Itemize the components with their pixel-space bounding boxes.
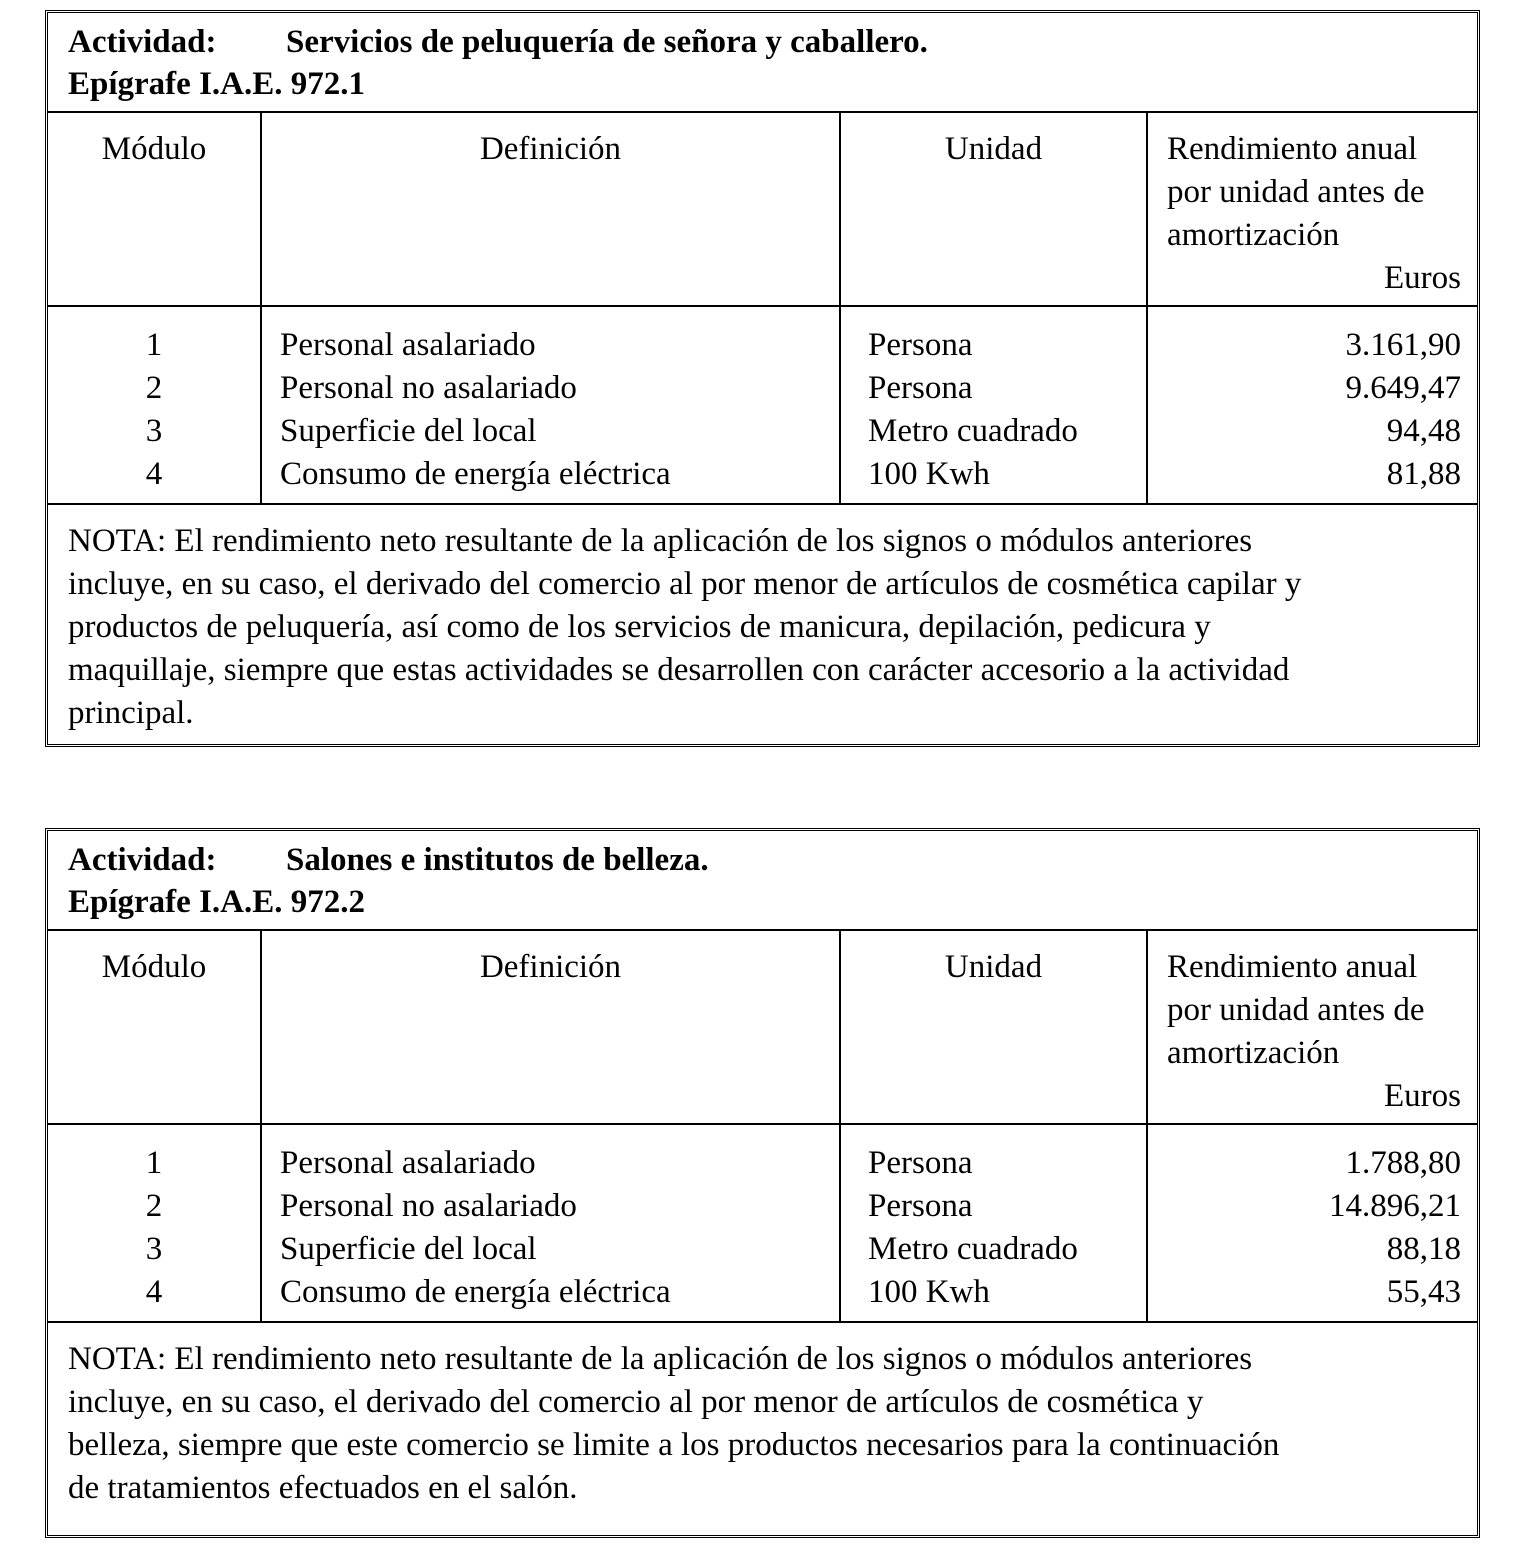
col-header-unidad: Unidad	[839, 931, 1146, 1125]
nota: NOTA: El rendimiento neto resultante de la aplicación de los signos o módulos anteriores incluye, en su caso, el derivado del comercio al por menor de artículos de cosmética y belleza, siempre que este comercio se limite a los productos necesarios para la continuación de tratamientos efectuados en el salón.	[68, 1341, 1280, 1506]
table-cell: Metro cuadrado	[868, 413, 1078, 449]
table-cell: Persona	[868, 370, 973, 406]
table-cell: 3.161,90	[1345, 327, 1461, 363]
modulo-column	[48, 307, 260, 503]
nota: NOTA: El rendimiento neto resultante de la aplicación de los signos o módulos anteriores incluye, en su caso, el derivado del comercio al por menor de artículos de cosmética capilar y productos de peluquería, así como de los servicios de manicura, depilación, pedicura y maquillaje, siempre que estas actividades se desarrollen con carácter accesorio a la actividad principal.	[68, 523, 1302, 731]
table-cell: 4	[145, 1274, 163, 1310]
table-cell: Personal asalariado	[280, 327, 536, 363]
table-header	[48, 13, 1477, 113]
table-cell: Persona	[868, 1188, 973, 1224]
actividad-value: Salones e institutos de belleza.	[286, 842, 709, 878]
table-cell: Superficie del local	[280, 1231, 537, 1267]
rendimiento-column	[1146, 307, 1477, 503]
table-cell: 2	[145, 370, 163, 406]
col-header-rendimiento: Rendimiento anual por unidad antes de amortización Euros	[1146, 113, 1477, 307]
table-cell: Personal no asalariado	[280, 370, 577, 406]
table-cell: 1.788,80	[1345, 1145, 1461, 1181]
table-cell: Personal no asalariado	[280, 1188, 577, 1224]
table-cell: 81,88	[1386, 456, 1461, 492]
definicion-column	[260, 307, 839, 503]
euros-label: Euros	[1384, 1078, 1461, 1114]
table-cell: 100 Kwh	[868, 456, 990, 492]
euros-label: Euros	[1384, 260, 1461, 296]
col-header-definicion: Definición	[260, 113, 839, 307]
table-cell: 4	[145, 456, 163, 492]
table-cell: Consumo de energía eléctrica	[280, 456, 671, 492]
actividad-label: Actividad:	[68, 24, 217, 60]
table-cell: 2	[145, 1188, 163, 1224]
table-cell: 14.896,21	[1329, 1188, 1461, 1224]
modulo-column	[48, 1125, 260, 1321]
table-cell: 1	[145, 327, 163, 363]
activity-table-972-1	[45, 10, 1480, 747]
unidad-column	[839, 1125, 1146, 1321]
definicion-column	[260, 1125, 839, 1321]
table-cell: Personal asalariado	[280, 1145, 536, 1181]
table-cell: 9.649,47	[1345, 370, 1461, 406]
rendimiento-column	[1146, 1125, 1477, 1321]
table-cell: 3	[145, 413, 163, 449]
table-cell: 3	[145, 1231, 163, 1267]
col-header-modulo: Módulo	[48, 931, 260, 1125]
actividad-value: Servicios de peluquería de señora y caballero.	[286, 24, 928, 60]
unidad-column	[839, 307, 1146, 503]
activity-table-972-2	[45, 828, 1480, 1538]
col-header-unidad: Unidad	[839, 113, 1146, 307]
modules-grid	[48, 113, 1477, 505]
table-header	[48, 831, 1477, 931]
table-cell: Superficie del local	[280, 413, 537, 449]
table-cell: Persona	[868, 327, 973, 363]
table-cell: 100 Kwh	[868, 1274, 990, 1310]
table-cell: 94,48	[1386, 413, 1461, 449]
table-cell: 88,18	[1386, 1231, 1461, 1267]
table-cell: 55,43	[1386, 1274, 1461, 1310]
table-cell: Consumo de energía eléctrica	[280, 1274, 671, 1310]
epigrafe: Epígrafe I.A.E. 972.1	[68, 66, 365, 102]
table-cell: Metro cuadrado	[868, 1231, 1078, 1267]
col-header-definicion: Definición	[260, 931, 839, 1125]
table-cell: 1	[145, 1145, 163, 1181]
actividad-label: Actividad:	[68, 842, 217, 878]
modules-grid	[48, 931, 1477, 1323]
epigrafe: Epígrafe I.A.E. 972.2	[68, 884, 365, 920]
col-header-rendimiento: Rendimiento anual por unidad antes de amortización Euros	[1146, 931, 1477, 1125]
col-header-modulo: Módulo	[48, 113, 260, 307]
table-cell: Persona	[868, 1145, 973, 1181]
